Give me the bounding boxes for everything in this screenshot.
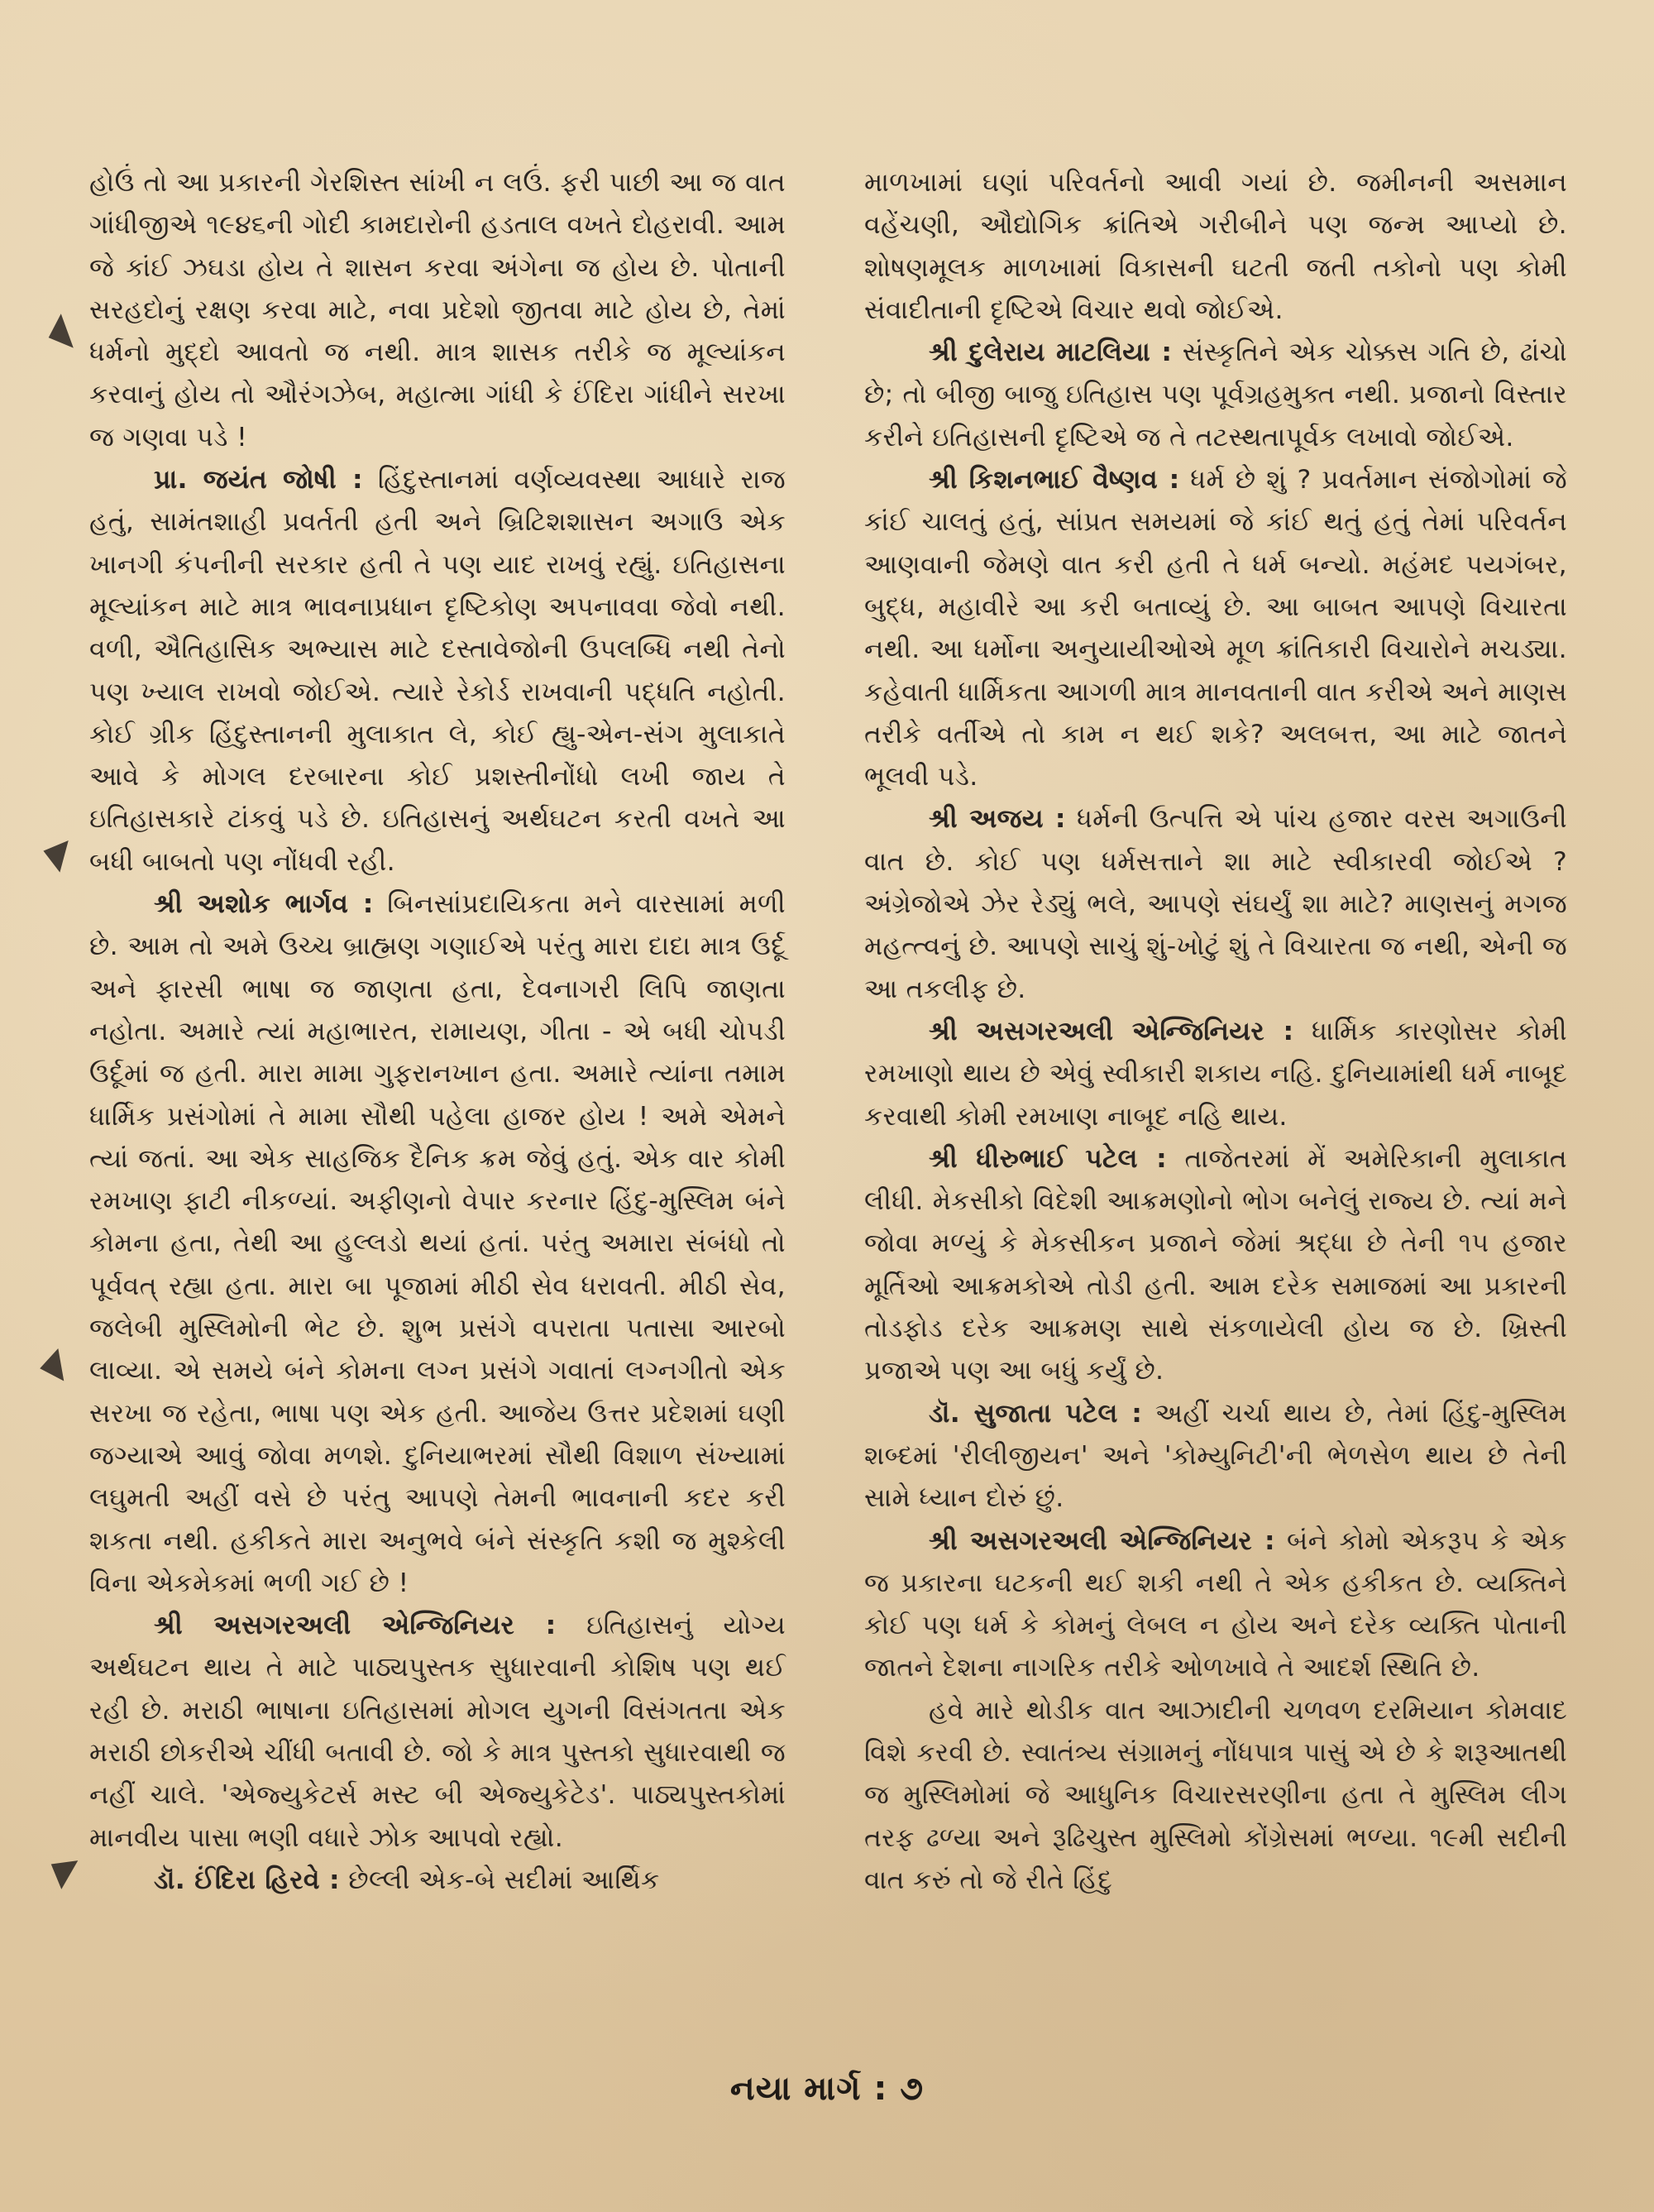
paragraph [864,1690,1567,1902]
left-column [89,162,786,1902]
margin-mark [42,314,74,355]
paragraph [864,459,1567,798]
margin-mark [43,1850,79,1889]
paragraph-text: સંસ્કૃતિને એક ચોક્કસ ગતિ છે, ઢાંચો છે; તો બીજી બાજુ ઇતિહાસ પણ પૂર્વગ્રહમુક્ત નથી. પ્રજાનો વિસ્તાર કરીને ઇતિહાસની દૃષ્ટિએ જ તે તટસ્થતાપૂર્વક લખાવો જોઈએ. [864,338,1567,452]
paragraph [89,883,786,1605]
paragraph [89,1860,786,1902]
paragraph [864,1011,1567,1138]
paragraph-text: ઇતિહાસનું યોગ્ય અર્થઘટન થાય તે માટે પાઠ્યપુસ્તક સુધારવાની કોશિષ પણ થઈ રહી છે. મરાઠી ભાષાના ઇતિહાસમાં મોગલ યુગની વિસંગતતા એક મરાઠી છોકરીએ ચીંધી બતાવી છે. જો કે માત્ર પુસ્તકો સુધારવાથી જ નહીં ચાલે. 'એજ્યુકેટર્સ મસ્ટ બી એજ્યુકેટેડ'. પાઠ્યપુસ્તકોમાં માનવીય પાસા ભણી વધારે ઝોક આપવો રહ્યો. [89,1611,786,1853]
paragraph [864,798,1567,1010]
paragraph [864,162,1567,332]
speaker-name: શ્રી દુલેરાય માટલિયા : [929,338,1173,368]
right-column [864,162,1567,1902]
paragraph [864,1393,1567,1520]
speaker-name: શ્રી અશોક ભાર્ગવ : [154,889,374,920]
paragraph-text: ધર્મ છે શું ? પ્રવર્તમાન સંજોગોમાં જે કાંઈ ચાલતું હતું, સાંપ્રત સમયમાં જે કાંઈ થતું હતું તેમાં પરિવર્તન આણવાની જેમણે વાત કરી હતી તે ધર્મ બન્યો. મહંમદ પયગંબર, બુદ્ધ, મહાવીરે આ કરી બતાવ્યું છે. આ બાબત આપણે વિચારતા નથી. આ ધર્મોના અનુયાયીઓએ મૂળ ક્રાંતિકારી વિચારોને મચડ્યા. કહેવાતી ધાર્મિકતા આગળી માત્ર માનવતાની વાત કરીએ અને માણસ તરીકે વર્તીએ તો કામ ન થઈ શકે? અલબત્ત, આ માટે જાતને ભૂલવી પડે. [864,465,1567,792]
page-footer: નયા માર્ગ : ૭ [729,2070,925,2108]
paragraph-text: અહીં ચર્ચા થાય છે, તેમાં હિંદુ-મુસ્લિમ શબ્દમાં 'રીલીજીયન' અને 'કોમ્યુનિટી'ની ભેળસેળ થાય છે તેની સામે ધ્યાન દોરું છું. [864,1398,1567,1514]
margin-mark [37,1348,65,1385]
paragraph-text: છેલ્લી એક-બે સદીમાં આર્થિક [348,1865,660,1895]
paragraph-text: હોઉં તો આ પ્રકારની ગેરશિસ્ત સાંખી ન લઉં. ફરી પાછી આ જ વાત ગાંધીજીએ ૧૯૪૬ની ગોદી કામદારોની હડતાલ વખતે દોહરાવી. આમ જે કાંઈ ઝઘડા હોય તે શાસન કરવા અંગેના જ હોય છે. પોતાની સરહદોનું રક્ષણ કરવા માટે, નવા પ્રદેશો જીતવા માટે હોય છે, તેમાં ધર્મનો મુદ્દો આવતો જ નથી. માત્ર શાસક તરીકે જ મૂલ્યાંકન કરવાનું હોય તો ઔરંગઝેબ, મહાત્મા ગાંધી કે ઈંદિરા ગાંધીને સરખા જ ગણવા પડે ! [89,168,786,452]
speaker-name: શ્રી ધીરુભાઈ પટેલ : [929,1143,1167,1174]
speaker-name: શ્રી અસગરઅલી એન્જિનિયર : [154,1611,557,1641]
speaker-name: શ્રી અજય : [929,804,1066,835]
paragraph-text: તાજેતરમાં મેં અમેરિકાની મુલાકાત લીધી. મેકસીકો વિદેશી આક્રમણોનો ભોગ બનેલું રાજ્ય છે. ત્યાં મને જોવા મળ્યું કે મેકસીકન પ્રજાને જેમાં શ્રદ્ધા છે તેની ૧૫ હજાર મૂર્તિઓ આક્રમકોએ તોડી હતી. આમ દરેક સમાજમાં આ પ્રકારની તોડફોડ દરેક આક્રમણ સાથે સંકળાયેલી હોય જ છે. ખ્રિસ્તી પ્રજાએ પણ આ બધું કર્યું છે. [864,1143,1567,1386]
paragraph-text: હવે મારે થોડીક વાત આઝાદીની ચળવળ દરમિયાન કોમવાદ વિશે કરવી છે. સ્વાતંત્ર્ય સંગ્રામનું નોંધપાત્ર પાસું એ છે કે શરૂઆતથી જ મુસ્લિમોમાં જે આધુનિક વિચારસરણીના હતા તે મુસ્લિમ લીગ તરફ ઢળ્યા અને રૂઢિચુસ્ત મુસ્લિમો કોંગ્રેસમાં ભળ્યા. ૧૯મી સદીની વાત કરું તો જે રીતે હિંદુ [864,1695,1567,1895]
paragraph-text: બિનસાંપ્રદાયિકતા મને વારસામાં મળી છે. આમ તો અમે ઉચ્ચ બ્રાહ્મણ ગણાઈએ પરંતુ મારા દાદા માત્ર ઉર્દૂ અને ફારસી ભાષા જ જાણતા હતા, દેવનાગરી લિપિ જાણતા નહોતા. અમારે ત્યાં મહાભારત, રામાયણ, ગીતા - એ બધી ચોપડી ઉર્દૂમાં જ હતી. મારા મામા ગુફરાનખાન હતા. અમારે ત્યાંના તમામ ધાર્મિક પ્રસંગોમાં તે મામા સૌથી પહેલા હાજર હોય ! અમે એમને ત્યાં જતાં. આ એક સાહજિક દૈનિક ક્રમ જેવું હતું. એક વાર કોમી રમખાણ ફાટી નીકળ્યાં. અફીણનો વેપાર કરનાર હિંદુ-મુસ્લિમ બંને કોમના હતા, તેથી આ હુલ્લડો થયાં હતાં. પરંતુ અમારા સંબંધો તો પૂર્વવત્ રહ્યા હતા. મારા બા પૂજામાં મીઠી સેવ ધરાવતી. મીઠી સેવ, જલેબી મુસ્લિમોની ભેટ છે. શુભ પ્રસંગે વપરાતા પતાસા આરબો લાવ્યા. એ સમયે બંને કોમના લગ્ન પ્રસંગે ગવાતાં લગ્નગીતો એક સરખા જ રહેતા, ભાષા પણ એક હતી. આજેય ઉત્તર પ્રદેશમાં ઘણી જગ્યાએ આવું જોવા મળશે. દુનિયાભરમાં સૌથી વિશાળ સંખ્યામાં લઘુમતી અહીં વસે છે પરંતુ આપણે તેમની ભાવનાની કદર કરી શકતા નથી. હકીકતે મારા અનુભવે બંને સંસ્કૃતિ કશી જ મુશ્કેલી વિના એકમેકમાં ભળી ગઈ છે ! [89,889,786,1598]
speaker-name: ડૉ. સુજાતા પટેલ : [929,1398,1143,1429]
margin-mark [39,835,68,872]
paragraph-text: હિંદુસ્તાનમાં વર્ણવ્યવસ્થા આધારે રાજ હતું, સામંતશાહી પ્રવર્તતી હતી અને બ્રિટિશશાસન અગાઉ એક ખાનગી કંપનીની સરકાર હતી તે પણ યાદ રાખવું રહ્યું. ઇતિહાસના મૂલ્યાંકન માટે માત્ર ભાવનાપ્રધાન દૃષ્ટિકોણ અપનાવવા જેવો નથી. વળી, ઐતિહાસિક અભ્યાસ માટે દસ્તાવેજોની ઉપલબ્ધિ નથી તેનો પણ ખ્યાલ રાખવો જોઈએ. ત્યારે રેકોર્ડ રાખવાની પદ્ધતિ નહોતી. કોઈ ગ્રીક હિંદુસ્તાનની મુલાકાત લે, કોઈ હ્યુ-એન-સંગ મુલાકાતે આવે કે મોગલ દરબારના કોઈ પ્રશસ્તીનોંધો લખી જાય તે ઇતિહાસકારે ટાંકવું પડે છે. ઇતિહાસનું અર્થઘટન કરતી વખતે આ બધી બાબતો પણ નોંધવી રહી. [89,465,786,877]
paragraph [864,1138,1567,1393]
speaker-name: ડૉ. ઈંદિરા હિરવે : [154,1865,340,1895]
speaker-name: પ્રા. જયંત જોષી : [154,465,363,496]
paragraph [89,162,786,459]
speaker-name: શ્રી અસગરઅલી એન્જિનિયર : [929,1016,1294,1046]
paragraph-text: ધાર્મિક કારણોસર કોમી રમખાણો થાય છે એવું સ્વીકારી શકાય નહિ. દુનિયામાંથી ધર્મ નાબૂદ કરવાથી કોમી રમખાણ નાબૂદ નહિ થાય. [864,1016,1567,1132]
paragraph [864,332,1567,459]
paragraph-text: ધર્મની ઉત્પત્તિ એ પાંચ હજાર વરસ અગાઉની વાત છે. કોઈ પણ ધર્મસત્તાને શા માટે સ્વીકારવી જોઈએ ? અંગ્રેજોએ ઝેર રેડ્યું ભલે, આપણે સંઘર્યું શા માટે? માણસનું મગજ મહત્ત્વનું છે. આપણે સાચું શું-ખોટું શું તે વિચારતા જ નથી, એની જ આ તકલીફ છે. [864,804,1567,1004]
paragraph [89,1605,786,1860]
speaker-name: શ્રી અસગરઅલી એન્જિનિયર : [929,1525,1275,1556]
paragraph [89,459,786,883]
paragraph [864,1520,1567,1690]
paragraph-text: માળખામાં ઘણાં પરિવર્તનો આવી ગયાં છે. જમીનની અસમાન વહેંચણી, ઔદ્યોગિક ક્રાંતિએ ગરીબીને પણ જન્મ આપ્યો છે. શોષણમૂલક માળખામાં વિકાસની ઘટતી જતી તકોનો પણ કોમી સંવાદીતાની દૃષ્ટિએ વિચાર થવો જોઈએ. [864,168,1567,325]
paragraph-text: બંને કોમો એકરૂપ કે એક જ પ્રકારના ઘટકની થઈ શકી નથી તે એક હકીકત છે. વ્યક્તિને કોઈ પણ ધર્મ કે કોમનું લેબલ ન હોય અને દરેક વ્યક્તિ પોતાની જાતને દેશના નાગરિક તરીકે ઓળખાવે તે આદર્શ સ્થિતિ છે. [864,1525,1567,1683]
speaker-name: શ્રી કિશનભાઈ વૈષ્ણવ : [929,465,1180,496]
